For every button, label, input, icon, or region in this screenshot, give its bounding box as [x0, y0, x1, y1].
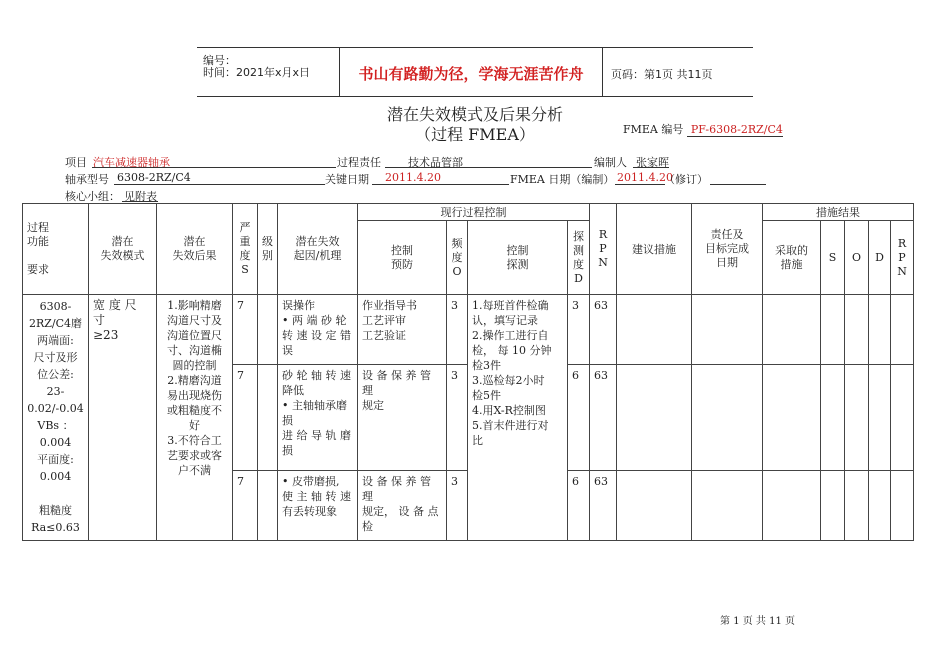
recommended-actions-cell: [617, 295, 692, 365]
severity-cell: 7: [233, 295, 258, 365]
fmea-number-value: PF-6308-2RZ/C4: [687, 123, 783, 137]
header-top-rule: [197, 47, 753, 48]
fmea-date-label: FMEA 日期（编制）: [510, 173, 615, 186]
responsibility-cell: [692, 365, 763, 471]
header-result-s: S: [821, 221, 845, 295]
process-resp-underline: [385, 167, 592, 168]
header-result-rpn: R P N: [891, 221, 914, 295]
key-date-value: 2011.4.20: [385, 171, 441, 184]
header-page-label: 页码：第1页 共11页: [611, 68, 713, 81]
item-underline: [92, 167, 336, 168]
item-value: 汽车减速器轴承: [93, 156, 170, 169]
severity-cell: 7: [233, 471, 258, 541]
model-value: 6308-2RZ/C4: [117, 171, 191, 184]
fmea-number: [623, 121, 783, 137]
fmea-date-value: 2011.4.20: [617, 171, 673, 184]
header-rpn: R P N: [590, 204, 617, 295]
detection-control-cell: 1.每班首件检确 认，填写记录 2.操作工进行自 检， 每 10 分钟 检3件 3.巡检每2小时 检5件 4.用X-R控制图 5.首末件进行对 比: [468, 295, 568, 541]
prevention-cell: 设 备 保 养 管 理 规定: [358, 365, 447, 471]
occurrence-cell: 3: [447, 365, 468, 471]
actions-taken-cell: [763, 295, 821, 365]
document-title: 潜在失效模式及后果分析: [386, 105, 563, 124]
header-bottom-rule: [197, 96, 753, 97]
header-actions-taken: 采取的 措施: [763, 221, 821, 295]
recommended-actions-cell: [617, 471, 692, 541]
cause-cell: • 皮带磨损, 使 主 轴 转 速 有丢转现象: [278, 471, 358, 541]
responsibility-cell: [692, 295, 763, 365]
fmea-date-underline: [615, 184, 665, 185]
severity-cell: 7: [233, 365, 258, 471]
result-rpn-cell: [891, 471, 914, 541]
header-severity: 严 重 度 S: [233, 204, 258, 295]
cause-cell: 误操作 • 两 端 砂 轮 转 速 设 定 错 误: [278, 295, 358, 365]
fmea-number-label: FMEA 编号: [623, 123, 684, 136]
rpn-cell: 63: [590, 365, 617, 471]
header-failure-mode: 潜在 失效模式: [89, 204, 157, 295]
result-d-cell: [869, 295, 891, 365]
cause-cell: 砂 轮 轴 转 速 降低 • 主轴轴承磨 损 进 给 导 轨 磨 损: [278, 365, 358, 471]
header-action-results: 措施结果: [763, 204, 914, 221]
result-rpn-cell: [891, 295, 914, 365]
result-o-cell: [845, 365, 869, 471]
failure-effect-cell: 1.影响精磨 沟道尺寸及 沟道位置尺 寸、沟道椭 圆的控制 2.精磨沟道 易出现烧伤 或粗糙度不 好 3.不符合工 艺要求或客 户不满: [157, 295, 233, 541]
core-team-value: 见附表: [124, 190, 157, 203]
header-number-label: 编号：: [203, 54, 236, 67]
header-divider-right: [602, 47, 603, 96]
header-slogan: 书山有路勤为径，学海无涯苦作舟: [358, 65, 584, 83]
occurrence-cell: 3: [447, 471, 468, 541]
revised-underline: [710, 184, 766, 185]
process-resp-value: 技术品管部: [408, 156, 463, 169]
header-responsibility: 责任及 目标完成 日期: [692, 204, 763, 295]
prepared-underline: [633, 167, 669, 168]
prevention-cell: 作业指导书 工艺评审 工艺验证: [358, 295, 447, 365]
header-current-controls: 现行过程控制: [358, 204, 590, 221]
class-cell: [258, 471, 278, 541]
header-date-label: 时间：2021年x月x日: [203, 66, 311, 79]
header-class: 级 别: [258, 204, 278, 295]
header-result-o: O: [845, 221, 869, 295]
prepared-label: 编制人: [594, 156, 627, 169]
header-recommended-actions: 建议措施: [617, 204, 692, 295]
detection-cell: 6: [568, 365, 590, 471]
responsibility-cell: [692, 471, 763, 541]
recommended-actions-cell: [617, 365, 692, 471]
class-cell: [258, 365, 278, 471]
core-team-label: 核心小组：: [65, 190, 120, 203]
fmea-table: [22, 203, 914, 541]
table-row: [23, 295, 914, 365]
header-process-function: 过程 功能 要求: [23, 204, 89, 295]
prepared-value: 张家晖: [636, 156, 669, 169]
actions-taken-cell: [763, 471, 821, 541]
result-o-cell: [845, 295, 869, 365]
occurrence-cell: 3: [447, 295, 468, 365]
detection-cell: 3: [568, 295, 590, 365]
revised-label: （修订）: [664, 173, 708, 186]
result-o-cell: [845, 471, 869, 541]
result-d-cell: [869, 365, 891, 471]
result-s-cell: [821, 471, 845, 541]
model-underline: [114, 184, 325, 185]
result-s-cell: [821, 295, 845, 365]
result-rpn-cell: [891, 365, 914, 471]
item-label: 项目: [65, 156, 87, 169]
rpn-cell: 63: [590, 295, 617, 365]
core-team-underline: [122, 201, 158, 202]
result-s-cell: [821, 365, 845, 471]
header-detection: 探 测 度 D: [568, 221, 590, 295]
result-d-cell: [869, 471, 891, 541]
header-control-prevention: 控制 预防: [358, 221, 447, 295]
rpn-cell: 63: [590, 471, 617, 541]
failure-mode-cell: 宽 度 尺 寸 ≥23: [89, 295, 157, 541]
key-date-label: 关键日期: [325, 173, 369, 186]
document-subtitle: （过程 FMEA）: [415, 125, 535, 144]
header-occurrence: 频 度 O: [447, 221, 468, 295]
page-footer: 第 1 页 共 11 页: [720, 616, 795, 627]
key-date-underline: [372, 184, 509, 185]
header-failure-effect: 潜在 失效后果: [157, 204, 233, 295]
class-cell: [258, 295, 278, 365]
header-cause: 潜在失效 起因/机理: [278, 204, 358, 295]
model-label: 轴承型号: [65, 173, 109, 186]
process-function-cell: 6308-2RZ/C4磨 两端面: 尺寸及形 位公差: 23-0.02/-0.04 VBs ： 0.004 平面度: 0.004 粗糙度 Ra≤0.63: [23, 295, 89, 541]
detection-cell: 6: [568, 471, 590, 541]
process-resp-label: 过程责任: [337, 156, 381, 169]
header-control-detection: 控制 探测: [468, 221, 568, 295]
header-result-d: D: [869, 221, 891, 295]
prevention-cell: 设 备 保 养 管 理 规定， 设 备 点 检: [358, 471, 447, 541]
actions-taken-cell: [763, 365, 821, 471]
